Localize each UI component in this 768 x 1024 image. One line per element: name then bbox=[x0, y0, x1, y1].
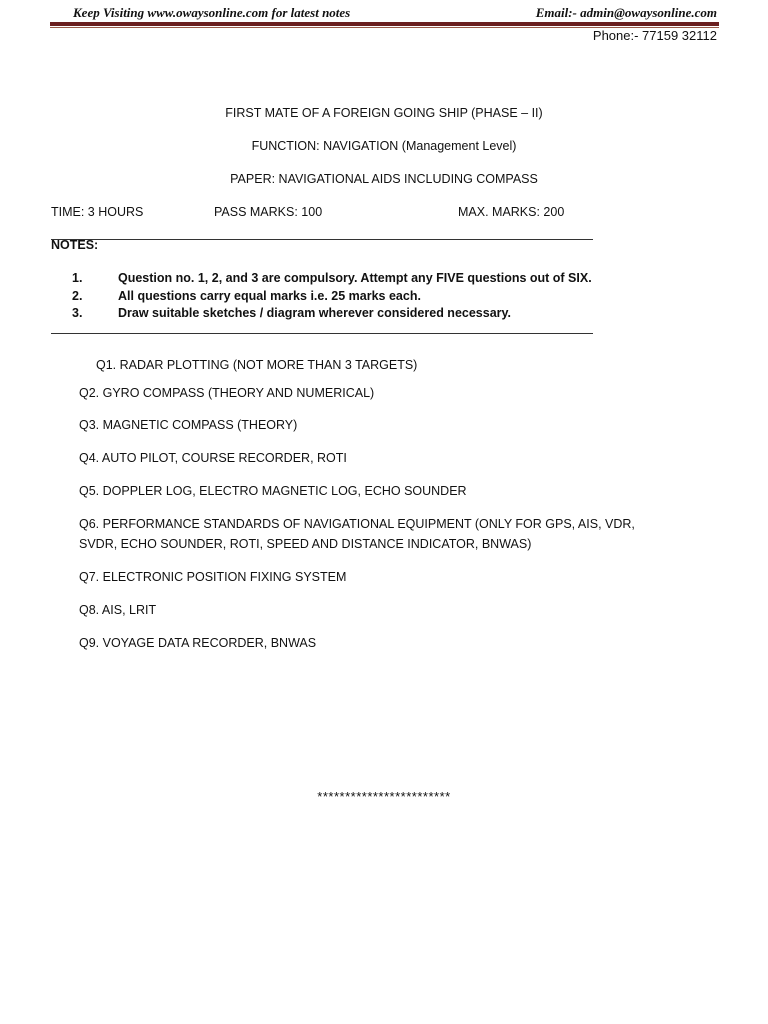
note-text: Question no. 1, 2, and 3 are compulsory. Attempt any FIVE questions out of SIX. bbox=[118, 271, 592, 285]
note-item bbox=[72, 270, 592, 288]
notes-heading: NOTES: bbox=[51, 238, 99, 252]
question-item: Q9. VOYAGE DATA RECORDER, BNWAS bbox=[79, 636, 317, 650]
email-link[interactable]: Email:- admin@owaysonline.com bbox=[535, 5, 717, 20]
divider-bottom bbox=[51, 333, 593, 334]
question-item: Q7. ELECTRONIC POSITION FIXING SYSTEM bbox=[79, 570, 347, 584]
question-item: Q8. AIS, LRIT bbox=[79, 603, 157, 617]
question-item: Q3. MAGNETIC COMPASS (THEORY) bbox=[79, 418, 298, 432]
max-marks: MAX. MARKS: 200 bbox=[458, 205, 565, 219]
exam-function: FUNCTION: NAVIGATION (Management Level) bbox=[251, 139, 517, 153]
note-number: 1. bbox=[72, 271, 83, 285]
note-item bbox=[72, 305, 592, 323]
exam-title: FIRST MATE OF A FOREIGN GOING SHIP (PHASE – II) bbox=[225, 106, 543, 120]
exam-time: TIME: 3 HOURS bbox=[51, 205, 144, 219]
question-item: Q1. RADAR PLOTTING (NOT MORE THAN 3 TARGETS) bbox=[96, 358, 418, 372]
question-item: Q5. DOPPLER LOG, ELECTRO MAGNETIC LOG, ECHO SOUNDER bbox=[79, 484, 467, 498]
question-item: Q6. PERFORMANCE STANDARDS OF NAVIGATIONAL EQUIPMENT (ONLY FOR GPS, AIS, VDR, SVDR, ECHO SOUNDER, ROTI, SPEED AND DISTANCE INDICATOR, BNWAS) bbox=[79, 517, 635, 551]
note-item bbox=[72, 288, 592, 306]
exam-paper: PAPER: NAVIGATIONAL AIDS INCLUDING COMPASS bbox=[230, 172, 538, 186]
note-text: Draw suitable sketches / diagram wherever considered necessary. bbox=[118, 306, 512, 320]
note-number: 2. bbox=[72, 288, 83, 303]
question-item: Q4. AUTO PILOT, COURSE RECORDER, ROTI bbox=[79, 451, 347, 465]
note-text: All questions carry equal marks i.e. 25 marks each. bbox=[118, 288, 421, 303]
notes-list bbox=[72, 270, 592, 323]
phone-number: Phone:- 77159 32112 bbox=[592, 28, 717, 43]
pass-marks: PASS MARKS: 100 bbox=[214, 205, 323, 219]
note-number: 3. bbox=[72, 306, 83, 320]
divider-top bbox=[51, 239, 593, 240]
header-rule bbox=[50, 22, 719, 26]
end-marker: ************************ bbox=[317, 789, 451, 804]
question-item: Q2. GYRO COMPASS (THEORY AND NUMERICAL) bbox=[79, 386, 375, 400]
site-link[interactable]: Keep Visiting www.owaysonline.com for latest notes bbox=[73, 5, 351, 20]
